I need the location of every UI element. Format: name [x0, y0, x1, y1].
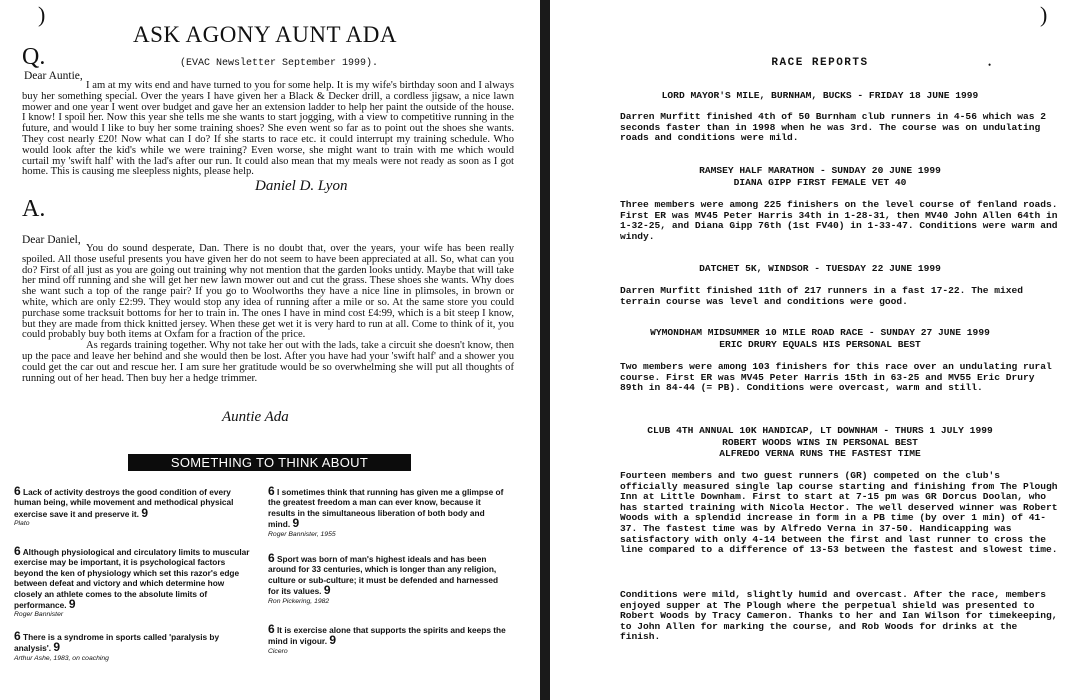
answer-paragraph-1: You do sound desperate, Dan. There is no doubt that, over the years, your wife has been really spoiled. All those useful presents you have given her do not seem to have been appreciated at all. So, what can you do? First of all just as you are going out training why not mention that the garden looks untidy. Maybe that will take her mind off running and she will get her new lawn mower out and cut the grass. These shoes she wants. Why does she want such a top of the range pair? If you go to Woolworths they have a nice line in plimsoles, in brown or white, which are only £2:99. They would stop any idea of running after a mile or so. At the same store you could purchase some tracksuit bottoms for her to train in. The ones I have in mind cost £4:99, which is a bit steep I know, but they are made from thick knitted jersey. When these get wet it is very hard to run at all. Come to think of it, you could probably buy both items at Oxfam for a fraction of the price.	[22, 243, 514, 341]
report-heading: RAMSEY HALF MARATHON - SUNDAY 20 JUNE 1999	[699, 165, 941, 176]
quote-item: 6 There is a syndrome in sports called 'paralysis by analysis'. 9 Arthur Ashe, 1983, on coaching	[14, 631, 236, 663]
quote-item: 6 Sport was born of man's highest ideals and has been around for 33 centuries, which is longer than any religion, culture or sub-culture; it must be defended and harnessed for its values. 9 Ron Pickering, 1982	[268, 551, 499, 605]
quote-item: 6 Lack of activity destroys the good condition of every human being, while movement and methodical physical exercise save it and preserve it. 9 Plato	[14, 486, 244, 528]
answer-label: A.	[22, 196, 46, 222]
report-heading: LORD MAYOR'S MILE, BURNHAM, BUCKS - FRIDAY 18 JUNE 1999	[661, 90, 979, 101]
report-subheading: DIANA GIPP FIRST FEMALE VET 40	[733, 177, 907, 188]
quote-author: Ron Pickering, 1982	[268, 597, 330, 605]
source-note: (EVAC Newsletter September 1999).	[180, 58, 379, 69]
answer-signature: Auntie Ada	[222, 409, 289, 425]
page-mark-right: )	[1040, 2, 1048, 27]
quote-author: Roger Bannister, 1955	[268, 530, 336, 538]
report-heading: CLUB 4TH ANNUAL 10K HANDICAP, LT DOWNHAM - THURS 1 JULY 1999	[647, 425, 993, 436]
answer-paragraph-2: As regards training together. Why not take her out with the lads, take a circuit she doesn't know, then up the pace and leave her behind and she would then be lost. After you have had your 'swift half' and a shower you could get the car out and rescue her. I am sure her gratitude would be so overwhelming she will put all thoughts of running out of her head. Then buy her a hedge trimmer.	[22, 340, 514, 384]
question-salutation: Dear Auntie,	[24, 70, 83, 82]
quote-item: 6 It is exercise alone that supports the spirits and keeps the mind in vigour. 9 Cicero	[268, 622, 506, 655]
report-body: Darren Murfitt finished 4th of 50 Burnham club runners in 4-56 which was 2 seconds faster than in 1998 when he was 3rd. The course was on undulating roads and conditions were mild.	[620, 111, 1047, 144]
quote-text: I sometimes think that running has given me a glimpse of the greatest freedom a man can ever know, because it results in the simultaneous liberation of both body and mind.	[268, 487, 504, 530]
report-heading: DATCHET 5K, WINDSOR - TUESDAY 22 JUNE 1999	[699, 263, 941, 274]
answer-body	[22, 244, 514, 384]
quote-item: 6 Although physiological and circulatory limits to muscular exercise may be important, it is psychological factors beyond the ken of physiology which set this razor's edge between defeat and victory and which determine how closely an athlete comes to the absolute limits of performance. 9 Roger Bannister	[14, 544, 250, 619]
report-heading: WYMONDHAM MIDSUMMER 10 MILE ROAD RACE - SUNDAY 27 JUNE 1999	[650, 327, 990, 338]
quote-text: Sport was born of man's highest ideals and has been around for 33 centuries, which is longer than any religion, culture or sub-culture; it must be defended and harnessed for its values.	[268, 554, 499, 597]
section-banner: SOMETHING TO THINK ABOUT	[128, 454, 411, 471]
quote-author: Plato	[14, 520, 30, 528]
stray-mark: •	[988, 60, 992, 70]
report-body: Darren Murfitt finished 11th of 217 runners in a fast 17-22. The mixed terrain course was level and conditions were good.	[620, 285, 1024, 307]
race-reports-title: RACE REPORTS	[771, 57, 869, 69]
report-subheading: ERIC DRURY EQUALS HIS PERSONAL BEST	[719, 339, 921, 350]
report-subheading: ALFREDO VERNA RUNS THE FASTEST TIME	[719, 448, 921, 459]
question-label: Q.	[22, 44, 46, 70]
report-body: Fourteen members and two guest runners (GR) competed on the club's officially measured single lap course starting and finishing from The Plough Inn at Little Downham. First to start at 7-15 pm was GR Dorcus Doolan, who has started training with Nicola Hector. The well deserved winner was Robert Woods with a splendid increase in form in a PB time (by over 1 min) of 41-37. The fastest time was by Alfredo Verna in 37-50. Handicapping was satisfactory with only 4-14 between the first and last runner to cross the line compared to a difference of 13-53 between the fastest and slowest time.	[620, 470, 1058, 556]
report-subheading: ROBERT WOODS WINS IN PERSONAL BEST	[722, 437, 918, 448]
answer-salutation: Dear Daniel,	[22, 234, 81, 246]
page-gutter	[540, 0, 550, 700]
quote-text: It is exercise alone that supports the spirits and keeps the mind in vigour.	[268, 625, 506, 647]
question-signature: Daniel D. Lyon	[255, 178, 348, 194]
page-mark-left: )	[38, 2, 46, 27]
question-body: I am at my wits end and have turned to you for some help. It is my wife's birthday soon and I always buy her something special. Over the years I have given her a Black & Decker drill, a cordless jigsaw, a nice lawn mower and one year I went over budget and gave her an extension ladder to help her paint the outside of the house. I know! I spoil her. Now this year she tells me she wants to start jogging, with a view to competitive running in the future, and would I like to buy her some training shoes? She even went so far as to point out the shoes she wants. They cost nearly £20! Now what can I do? If she starts to race etc. it could interrupt my training schedule. Who would look after the kid's while we were training? Even worse, she might want to train with me which would curtail my 'swift half' with the lad's after our run. It could also mean that my meals were not ready as soon as I got home. This is causing me sleepless nights, please help.	[22, 80, 514, 178]
report-body-continued: Conditions were mild, slightly humid and overcast. After the race, members enjoyed supper at The Plough where the perpetual shield was presented to Robert Woods by Tracy Cameron. Thanks to her and Ian Wilson for timekeeping, to John Allen for marking the course, and Rob Woods for drinks at the finish.	[620, 589, 1058, 643]
report-body: Three members were among 225 finishers on the level course of fenland roads. First ER was MV45 Peter Harris 34th in 1-28-31, then MV40 John Allen 64th in 1-32-25, and Diana Gipp 76th (1st FV40) in 1-33-47. Conditions were warm and windy.	[620, 199, 1058, 242]
quote-author: Roger Bannister	[14, 611, 64, 619]
quote-author: Arthur Ashe, 1983, on coaching	[14, 654, 109, 662]
quote-item: 6 I sometimes think that running has given me a glimpse of the greatest freedom a man can ever know, because it results in the simultaneous liberation of both body and mind. 9 Roger Bannister, 1955	[268, 486, 506, 539]
quote-text: Lack of activity destroys the good condition of every human being, while movement and methodical physical exercise save it and preserve it.	[14, 487, 234, 519]
quote-text: There is a syndrome in sports called 'paralysis by analysis'.	[14, 632, 220, 654]
report-body: Two members were among 103 finishers for this race over an undulating rural course. First ER was MV45 Peter Harris 15th in 63-25 and MV55 Eric Drury 89th in 84-44 (= PB). Conditions were overcast, warm and still.	[620, 361, 1052, 394]
right-page	[550, 0, 1072, 700]
quote-author: Cicero	[268, 647, 288, 655]
article-title: ASK AGONY AUNT ADA	[133, 22, 397, 47]
quote-text: Although physiological and circulatory limits to muscular exercise may be important, it is psychological factors beyond the ken of physiology which set this razor's edge between defeat and victory and which determine how closely an athlete comes to the absolute limits of performance.	[14, 547, 250, 611]
